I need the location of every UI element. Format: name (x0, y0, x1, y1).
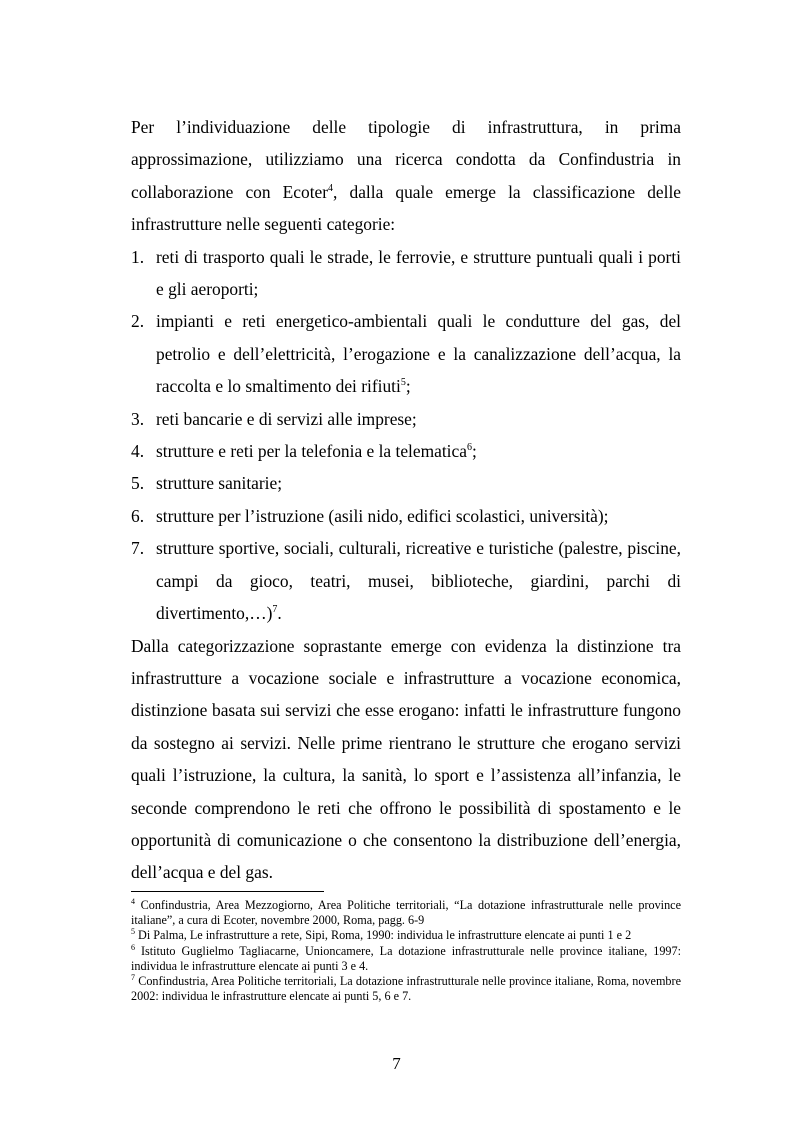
footnote-text: Confindustria, Area Politiche territoriali, La dotazione infrastrutturale nelle province italiane, Roma, novembre 2002: individua le infrastrutture elencate ai punti 5, 6 e 7. (131, 974, 681, 1004)
list-item-text: reti di trasporto quali le strade, le ferrovie, e strutture puntuali quali i porti e gli aeroporti; (156, 246, 681, 300)
list-item-text: reti bancarie e di servizi alle imprese; (156, 408, 417, 429)
list-item-punct: ; (471, 441, 477, 462)
list-item-text: strutture e reti per la telefonia e la telematica (156, 441, 467, 462)
footnote-number: 6 (131, 942, 135, 952)
conclusion-paragraph: Dalla categorizzazione soprastante emerge con evidenza la distinzione tra infrastrutture a vocazione sociale e infrastrutture a vocazione economica, distinzione basata sui servizi che esse erogano: infatti le infrastrutture fungono da sostegno ai servizi. Nelle prime rientrano le strutture che erogano servizi quali l’istruzione, la cultura, la sanità, lo sport e l’assistenza all’infanzia, le seconde comprendono le reti che offrono le possibilità di spostamento e le opportunità di comunicazione o che consentono la distribuzione dell’energia, dell’acqua e del gas. (131, 635, 681, 883)
list-item-number: 3. (131, 408, 145, 429)
list-item-text: strutture sanitarie; (156, 473, 283, 494)
category-list (131, 241, 681, 630)
footnote-text: Confindustria, Area Mezzogiorno, Area Politiche territoriali, “La dotazione infrastrutturale nelle province italiane”, a cura di Ecoter, novembre 2000, Roma, pagg. 6-9 (131, 898, 681, 928)
footnote-ref-4[interactable]: 4 (328, 182, 334, 194)
list-item-number: 1. (131, 246, 145, 267)
list-item-number: 4. (131, 441, 145, 462)
list-item (131, 435, 681, 467)
footnote-7 (131, 974, 681, 1004)
list-item-text: strutture per l’istruzione (asili nido, edifici scolastici, università); (156, 505, 609, 526)
page-number: 7 (392, 1054, 401, 1073)
list-item-text: impianti e reti energetico-ambientali quali le condutture del gas, del petrolio e dell’elettricità, l’erogazione e la canalizzazione dell’acqua, la raccolta e lo smaltimento dei rifiuti (156, 311, 681, 397)
footnote-text: Di Palma, Le infrastrutture a rete, Sipi, Roma, 1990: individua le infrastrutture elencate ai punti 1 e 2 (135, 928, 632, 943)
footnote-5 (131, 928, 681, 943)
footnote-ref-7[interactable]: 7 (272, 604, 278, 616)
footnote-4 (131, 898, 681, 928)
footnotes (131, 898, 681, 1004)
footnote-number: 5 (131, 927, 135, 937)
body-text (131, 111, 681, 889)
list-item (131, 500, 681, 532)
footnote-number: 4 (131, 897, 135, 906)
list-item-number: 6. (131, 505, 145, 526)
footnote-ref-6[interactable]: 6 (466, 442, 472, 454)
list-item-punct: ; (405, 376, 411, 397)
list-item (131, 467, 681, 499)
footnote-ref-5[interactable]: 5 (400, 377, 406, 389)
intro-text-b: , dalla quale emerge la classificazione delle infrastrutture nelle seguenti categorie: (131, 181, 681, 235)
list-item-punct: . (277, 603, 282, 624)
footnote-6 (131, 944, 681, 974)
list-item-number: 5. (131, 473, 145, 494)
list-item-text: strutture sportive, sociali, culturali, ricreative e turistiche (palestre, piscine, campi da gioco, teatri, musei, biblioteche, giardini, parchi di divertimento,…) (156, 538, 681, 624)
footnote-text: Istituto Guglielmo Tagliacarne, Unioncamere, La dotazione infrastrutturale nelle province italiane, 1997: individua le infrastrutture elencate ai punti 3 e 4. (131, 943, 681, 973)
footnote-number: 7 (131, 973, 135, 983)
list-item (131, 403, 681, 435)
intro-text-a: Per l’individuazione delle tipologie di infrastruttura, in prima approssimazione, utilizziamo una ricerca condotta da Confindustria in collaborazione con Ecoter (131, 117, 681, 202)
list-item-number: 2. (131, 311, 145, 332)
list-item (131, 532, 681, 629)
footnote-separator (131, 891, 324, 892)
list-item (131, 241, 681, 306)
list-item (131, 305, 681, 402)
intro-paragraph (131, 111, 681, 241)
list-item-number: 7. (131, 538, 145, 559)
